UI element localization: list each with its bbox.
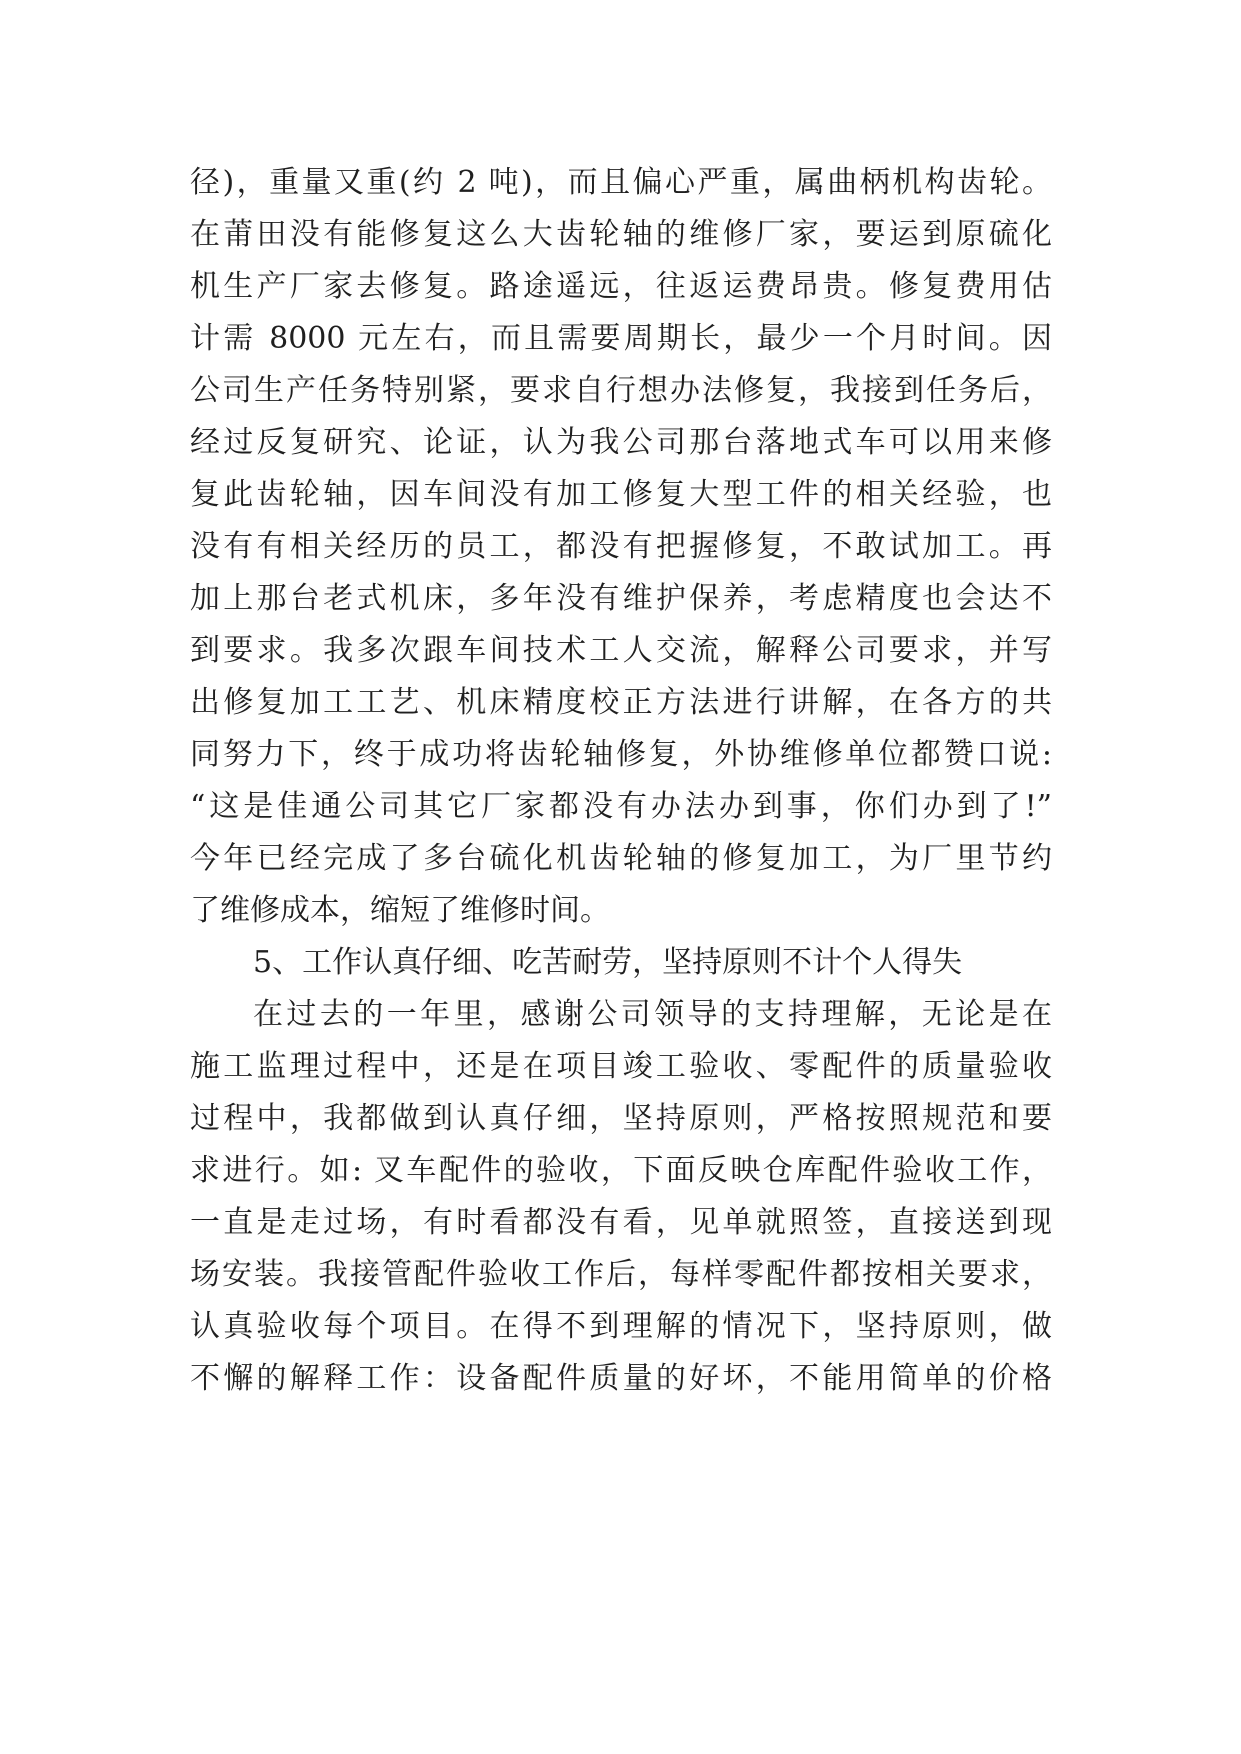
text-line: 经过反复研究、论证，认为我公司那台落地式车可以用来修 [190, 425, 1052, 460]
text-line: 场安装。我接管配件验收工作后，每样零配件都按相关要求， [190, 1257, 1052, 1292]
text-line: 今年已经完成了多台硫化机齿轮轴的修复加工，为厂里节约 [190, 841, 1052, 876]
text-line: “这是佳通公司其它厂家都没有办法办到事，你们办到了!” [190, 789, 1052, 824]
text-line: 公司生产任务特别紧，要求自行想办法修复，我接到任务后， [190, 373, 1052, 408]
text-line: 一直是走过场，有时看都没有看，见单就照签，直接送到现 [190, 1205, 1052, 1240]
text-line: 径)，重量又重(约 2 吨)，而且偏心严重，属曲柄机构齿轮。 [190, 165, 1052, 200]
text-line: 过程中，我都做到认真仔细，坚持原则，严格按照规范和要 [190, 1101, 1052, 1136]
text-line: 同努力下，终于成功将齿轮轴修复，外协维修单位都赞口说: [190, 737, 1052, 772]
text-line: 出修复加工工艺、机床精度校正方法进行讲解，在各方的共 [190, 685, 1052, 720]
text-line: 机生产厂家去修复。路途遥远，往返运费昂贵。修复费用估 [190, 269, 1052, 304]
text-line: 在莆田没有能修复这么大齿轮轴的维修厂家，要运到原硫化 [190, 217, 1052, 252]
text-line: 计需 8000 元左右，而且需要周期长，最少一个月时间。因 [190, 321, 1052, 356]
text-line: 到要求。我多次跟车间技术工人交流，解释公司要求，并写 [190, 633, 1052, 668]
text-line: 求进行。如: 叉车配件的验收，下面反映仓库配件验收工作， [190, 1153, 1052, 1188]
text-line: 认真验收每个项目。在得不到理解的情况下，坚持原则，做 [190, 1309, 1052, 1344]
text-line: 不懈的解释工作：设备配件质量的好坏，不能用简单的价格 [190, 1361, 1052, 1396]
text-line: 加上那台老式机床，多年没有维护保养，考虑精度也会达不 [190, 581, 1052, 616]
text-line: 没有有相关经历的员工，都没有把握修复，不敢试加工。再 [190, 529, 1052, 564]
text-line: 在过去的一年里，感谢公司领导的支持理解，无论是在 [253, 997, 1052, 1032]
text-line: 复此齿轮轴，因车间没有加工修复大型工件的相关经验，也 [190, 477, 1052, 512]
text-line: 了维修成本，缩短了维修时间。 [190, 893, 610, 928]
body-text [190, 157, 1052, 1405]
text-line: 施工监理过程中，还是在项目竣工验收、零配件的质量验收 [190, 1049, 1052, 1084]
section-heading: 5、工作认真仔细、吃苦耐劳，坚持原则不计个人得失 [253, 945, 963, 980]
